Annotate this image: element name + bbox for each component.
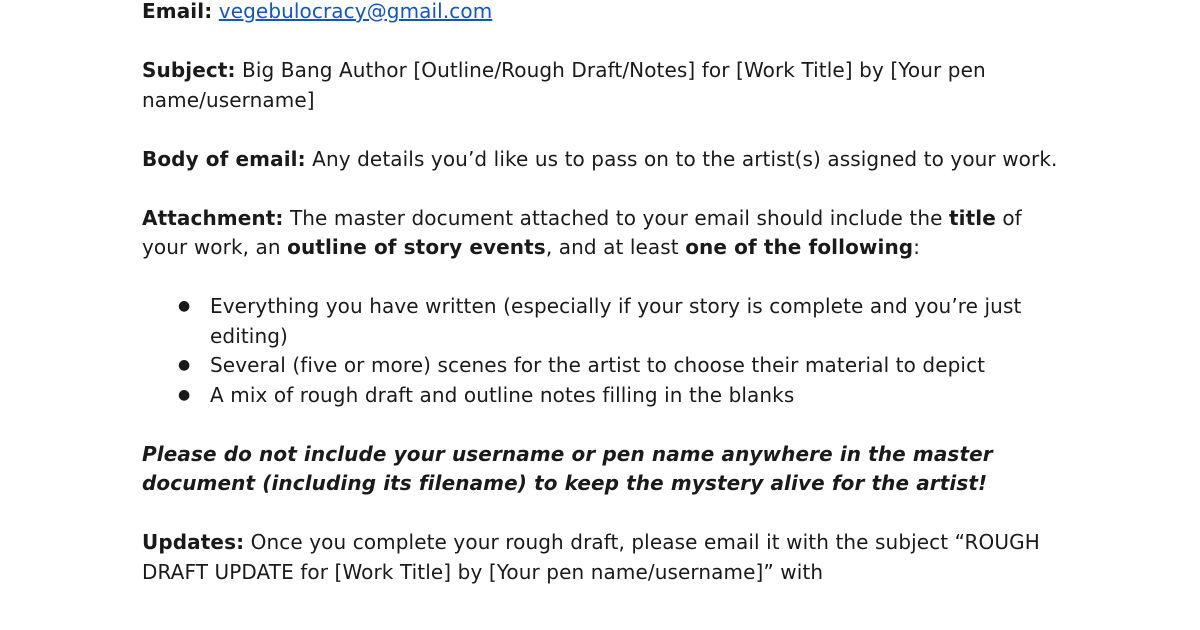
attachment-bold-outline: outline of story events [287, 235, 546, 259]
attachment-text-2: of your work, an [142, 205, 1022, 259]
updates-label: Updates: [142, 530, 245, 554]
attachment-label: Attachment: [142, 205, 284, 230]
list-item-text: Everything you have written (especially if your story is complete and you’re just editing) [210, 294, 1022, 348]
list-item-text: A mix of rough draft and outline notes filling in the blanks [210, 382, 795, 407]
subject-label: Subject: [142, 58, 236, 82]
bullet-icon: ● [178, 298, 191, 314]
attachment-paragraph [142, 204, 1072, 263]
privacy-note: Please do not include your username or pen name anywhere in the master document (including its filename) to keep the mystery alive for the artist! [142, 441, 993, 495]
updates-text: Once you complete your rough draft, please email it with the subject “ROUGH DRAFT UPDATE for [Work Title] by [Your pen name/username]” with [142, 530, 1040, 584]
email-label: Email: [142, 0, 213, 23]
attachment-bold-title: title [948, 205, 996, 230]
subject-text: Big Bang Author [Outline/Rough Draft/Notes] for [Work Title] by [Your pen name/username] [142, 58, 986, 112]
list-item-text: Several (five or more) scenes for the artist to choose their material to depict [210, 353, 986, 377]
attachment-text-3: , and at least [545, 235, 686, 259]
updates-line [142, 528, 1072, 587]
body-of-email-line [142, 145, 1072, 175]
list-item [142, 292, 1072, 351]
list-item [142, 351, 1072, 381]
document-body [142, 0, 1072, 617]
attachment-bold-one-of: one of the following [685, 235, 914, 259]
list-item [142, 381, 1072, 411]
body-of-email-label: Body of email: [142, 146, 306, 171]
attachment-text-4: : [913, 235, 921, 259]
bullet-icon: ● [178, 357, 191, 373]
email-address-link[interactable]: vegebulocracy@gmail.com [218, 0, 493, 23]
bullet-icon: ● [178, 386, 191, 403]
requirements-list [142, 292, 1072, 410]
attachment-text-1: The master document attached to your email should include the [283, 205, 949, 230]
subject-line [142, 56, 1072, 115]
body-of-email-text: Any details you’d like us to pass on to the artist(s) assigned to your work. [305, 146, 1058, 171]
email-line [142, 0, 1072, 27]
